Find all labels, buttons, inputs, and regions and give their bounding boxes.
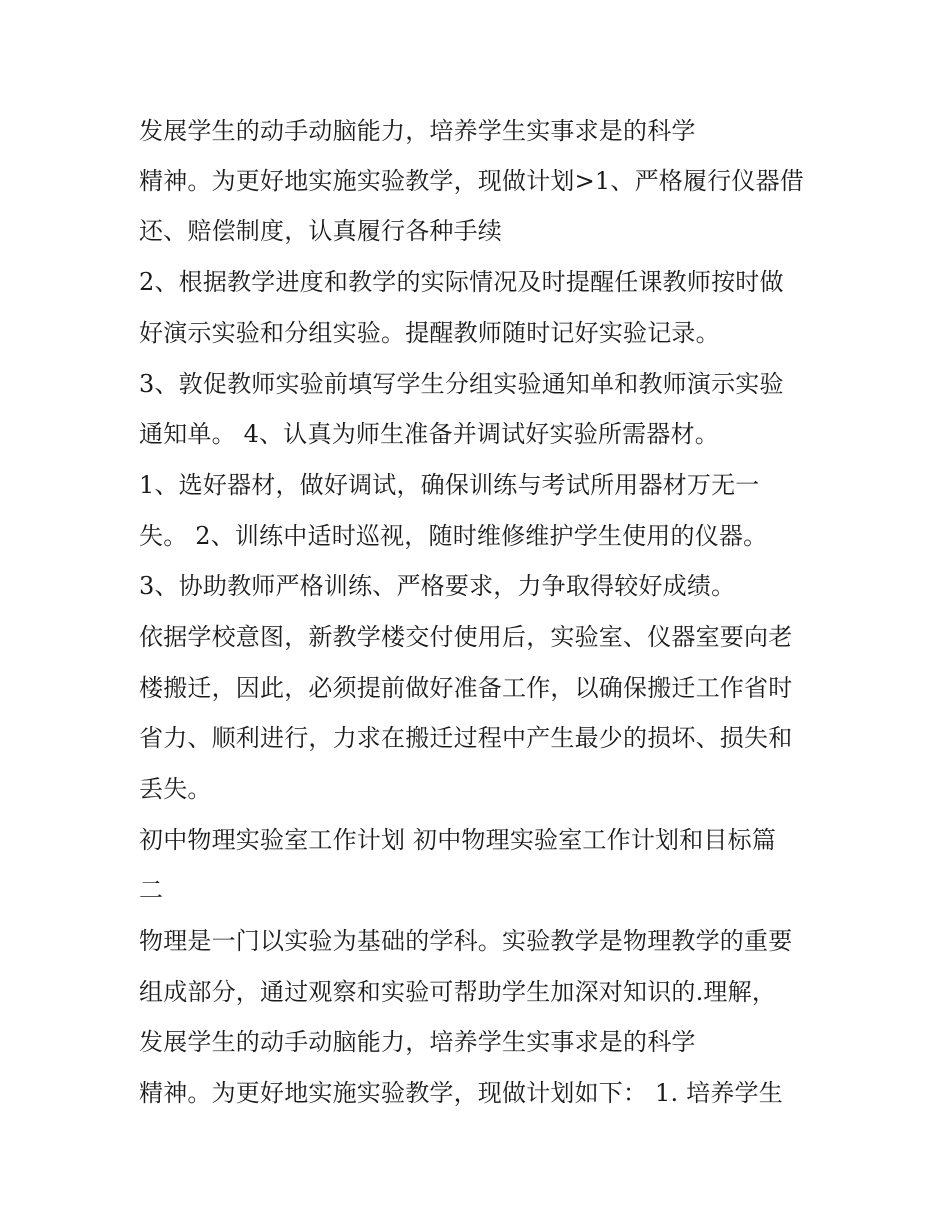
text-line: 省力、顺利进行，力求在搬迁过程中产生最少的损坏、损失和 bbox=[139, 724, 793, 752]
text-line: 3、协助教师严格训练、严格要求，力争取得较好成绩。 bbox=[139, 572, 736, 600]
text-line: 1、选好器材，做好调试，确保训练与考试所用器材万无一 bbox=[139, 471, 760, 499]
text-line: 3、敦促教师实验前填写学生分组实验通知单和教师演示实验 bbox=[139, 370, 784, 398]
text-line: 发展学生的动手动脑能力，培养学生实事求是的科学 bbox=[139, 1028, 696, 1056]
text-line: 2、根据教学进度和教学的实际情况及时提醒任课教师按时做 bbox=[139, 268, 784, 296]
section-heading: 初中物理实验室工作计划 初中物理实验室工作计划和目标篇 bbox=[139, 826, 777, 854]
text-line: 精神。为更好地实施实验教学，现做计划>1、严格履行仪器借 bbox=[139, 167, 804, 195]
section-heading-continued: 二 bbox=[139, 876, 164, 904]
text-line: 通知单。 4、认真为师生准备并调试好实验所需器材。 bbox=[139, 420, 719, 448]
text-line: 好演示实验和分组实验。提醒教师随时记好实验记录。 bbox=[139, 319, 720, 347]
text-line: 失。 2、训练中适时巡视，随时维修维护学生使用的仪器。 bbox=[139, 522, 768, 550]
text-line: 还、赔偿制度，认真履行各种手续 bbox=[139, 217, 502, 245]
text-line: 发展学生的动手动脑能力，培养学生实事求是的科学 bbox=[139, 117, 696, 145]
text-line: 精神。为更好地实施实验教学，现做计划如下： 1. 培养学生 bbox=[139, 1079, 783, 1107]
text-line: 丢失。 bbox=[139, 775, 212, 803]
text-line: 楼搬迁，因此，必须提前做好准备工作，以确保搬迁工作省时 bbox=[139, 674, 793, 702]
text-line: 组成部分，通过观察和实验可帮助学生加深对知识的.理解， bbox=[139, 978, 777, 1006]
text-line: 物理是一门以实验为基础的学科。实验教学是物理教学的重要 bbox=[139, 927, 793, 955]
text-line: 依据学校意图，新教学楼交付使用后，实验室、仪器室要向老 bbox=[139, 623, 793, 651]
